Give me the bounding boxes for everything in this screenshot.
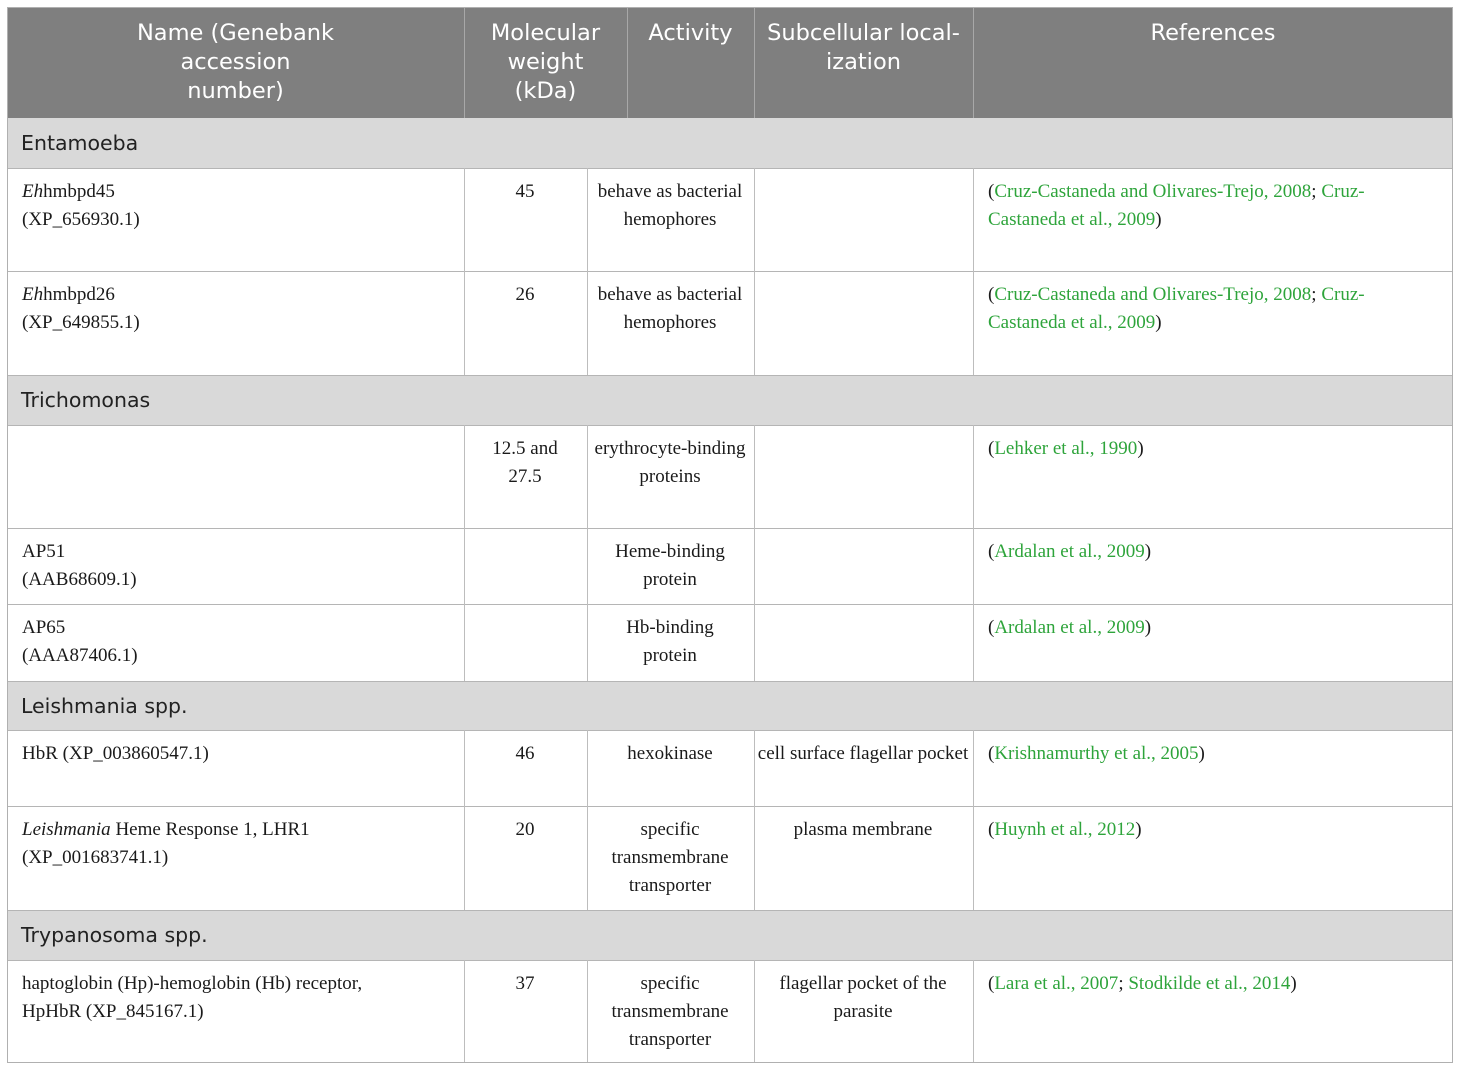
ref-link[interactable]: Stodkilde et al., 2014 <box>1128 973 1291 994</box>
row-divider <box>7 681 1453 682</box>
activity-text: Heme-binding protein <box>615 541 725 590</box>
ref-link[interactable]: Cruz-Castaneda et al., 2009 <box>988 284 1365 333</box>
cell-name <box>22 816 462 872</box>
row-divider <box>7 910 1453 911</box>
cell-activity: specific transmembrane transporter <box>611 973 729 1050</box>
col-divider <box>754 425 755 681</box>
header-mw <box>464 7 627 118</box>
header-divider <box>464 7 465 118</box>
mw-text: 12.5 and 27.5 <box>492 438 558 487</box>
ref-paren: ( <box>988 438 995 459</box>
col-divider <box>973 168 974 375</box>
ref-paren: ( <box>988 973 995 994</box>
cell-localization: plasma membrane <box>793 819 933 840</box>
name-text: HbR (XP_003860547.1) <box>22 743 209 764</box>
ref-paren: ) <box>1144 617 1152 638</box>
cell-activity: specific transmembrane transporter <box>611 819 729 896</box>
cell-references <box>988 538 1428 566</box>
col-divider <box>973 730 974 910</box>
header-references <box>973 7 1453 118</box>
data-table <box>7 7 1453 1063</box>
cell-name <box>22 970 462 1026</box>
ref-paren: ) <box>1137 438 1144 459</box>
cell-references <box>988 614 1428 642</box>
cell-references <box>988 816 1428 844</box>
cell-mw: 20 <box>515 819 535 840</box>
ref-paren: ( <box>988 181 995 202</box>
cell-activity <box>587 614 753 670</box>
ref-link[interactable]: Lehker et al., 1990 <box>994 438 1138 459</box>
group-label: Entamoeba <box>21 131 139 155</box>
row-divider <box>7 604 1453 605</box>
header-mw-label: Molecular weight (kDa) <box>490 20 601 104</box>
name-italic: Eh <box>22 181 44 202</box>
header-divider <box>754 7 755 118</box>
group-row-entamoeba <box>7 118 1453 168</box>
ref-paren: ) <box>1155 312 1162 333</box>
cell-name <box>22 614 462 670</box>
cell-name <box>22 538 462 594</box>
col-divider <box>973 960 974 1063</box>
col-divider <box>754 168 755 375</box>
ref-link[interactable]: Krishnamurthy et al., 2005 <box>994 743 1199 764</box>
group-label: Trichomonas <box>21 388 151 412</box>
cell-activity: behave as bacterial hemophores <box>597 181 743 230</box>
header-name-label: Name (Genebank accession number) <box>136 20 335 104</box>
ref-link[interactable]: Ardalan et al., 2009 <box>994 617 1145 638</box>
row-divider <box>7 168 1453 169</box>
row-divider <box>7 271 1453 272</box>
ref-paren: ( <box>988 284 995 305</box>
row-divider <box>7 528 1453 529</box>
ref-link[interactable]: Cruz-Castaneda and Olivares-Trejo, 2008 <box>994 284 1312 305</box>
cell-mw <box>464 435 586 491</box>
name-text: haptoglobin (Hp)-hemoglobin (Hb) receptor, <box>22 973 363 994</box>
cell-references: (Lara et al., 2007; Stodkilde et al., 2014) <box>988 973 1297 994</box>
header-references-label: References <box>1150 20 1276 46</box>
cell-localization: flagellar pocket of the parasite <box>779 973 947 1022</box>
name-text: AP65 <box>22 617 66 638</box>
cell-activity: hexokinase <box>627 743 713 764</box>
name-text: AP51 <box>22 541 66 562</box>
ref-paren: ) <box>1144 541 1152 562</box>
ref-paren: ( <box>988 743 995 764</box>
ref-paren: ) <box>1135 819 1142 840</box>
header-divider <box>627 7 628 118</box>
cell-name <box>22 281 462 337</box>
cell-activity <box>587 538 753 594</box>
row-divider <box>7 806 1453 807</box>
group-row-trypanosoma <box>7 910 1453 960</box>
name-italic: Leishmania <box>22 819 111 840</box>
group-label: Leishmania spp. <box>21 694 188 718</box>
cell-references <box>988 740 1428 768</box>
group-label: Trypanosoma spp. <box>21 923 208 947</box>
header-divider <box>973 7 974 118</box>
cell-references: (Cruz-Castaneda and Olivares-Trejo, 2008; Cruz-Castaneda et al., 2009) <box>988 181 1365 230</box>
name-text: hmbpd26 <box>43 284 115 305</box>
accession-text: (AAA87406.1) <box>22 645 138 666</box>
ref-paren: ( <box>988 617 995 638</box>
ref-paren: ) <box>1155 209 1162 230</box>
header-activity <box>627 7 754 118</box>
ref-link[interactable]: Cruz-Castaneda et al., 2009 <box>988 181 1365 230</box>
cell-activity: behave as bacterial hemophores <box>597 284 743 333</box>
accession-text: HpHbR (XP_845167.1) <box>22 1001 204 1022</box>
cell-name <box>22 178 462 234</box>
col-divider <box>973 425 974 681</box>
ref-link[interactable]: Cruz-Castaneda and Olivares-Trejo, 2008 <box>994 181 1312 202</box>
header-activity-label: Activity <box>648 20 733 46</box>
cell-mw: 46 <box>515 743 535 764</box>
name-text: Heme Response 1, LHR1 <box>110 819 310 840</box>
ref-link[interactable]: Huynh et al., 2012 <box>994 819 1136 840</box>
accession-text: (AAB68609.1) <box>22 569 137 590</box>
ref-paren: ) <box>1198 743 1205 764</box>
activity-text: Hb-binding protein <box>626 617 714 666</box>
cell-localization: cell surface flagellar pocket <box>757 743 969 764</box>
cell-references <box>988 435 1428 463</box>
header-localization <box>754 7 973 118</box>
accession-text: (XP_649855.1) <box>22 312 140 333</box>
group-row-trichomonas <box>7 375 1453 425</box>
row-divider <box>7 425 1453 426</box>
cell-mw: 26 <box>515 284 535 305</box>
accession-text: (XP_001683741.1) <box>22 847 169 868</box>
ref-paren: ( <box>988 819 995 840</box>
ref-link[interactable]: Lara et al., 2007 <box>994 973 1119 994</box>
cell-activity: erythrocyte-binding proteins <box>594 438 746 487</box>
ref-paren: ( <box>988 541 995 562</box>
cell-name <box>22 740 462 768</box>
name-text: hmbpd45 <box>43 181 115 202</box>
row-divider <box>7 375 1453 376</box>
accession-text: (XP_656930.1) <box>22 209 140 230</box>
header-localization-label: Subcellular local-ization <box>767 20 960 75</box>
group-row-leishmania <box>7 681 1453 731</box>
cell-mw: 45 <box>515 181 535 202</box>
row-divider <box>7 960 1453 961</box>
header-name <box>7 7 464 118</box>
row-divider <box>7 730 1453 731</box>
cell-mw: 37 <box>515 973 535 994</box>
cell-references: (Cruz-Castaneda and Olivares-Trejo, 2008; Cruz-Castaneda et al., 2009) <box>988 284 1365 333</box>
name-italic: Eh <box>22 284 44 305</box>
ref-link[interactable]: Ardalan et al., 2009 <box>994 541 1145 562</box>
ref-paren: ) <box>1290 973 1297 994</box>
